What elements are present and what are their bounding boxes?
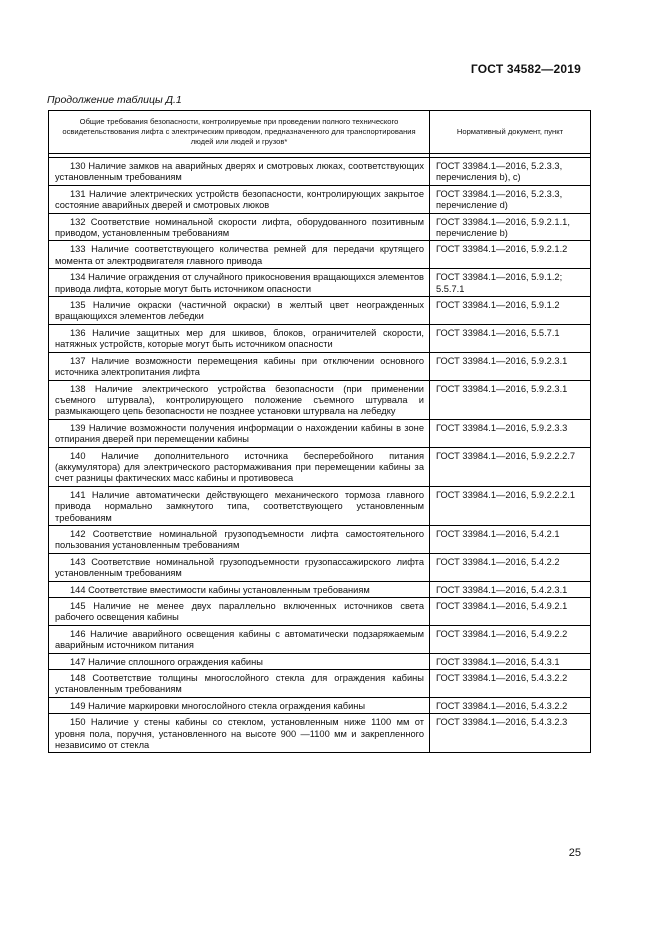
requirement-cell: 136 Наличие защитных мер для шкивов, блоков, ограничителей скорости, натяжных устройств, которые могут быть источником опасности [49,324,430,352]
requirement-cell: 146 Наличие аварийного освещения кабины с автоматически подзаряжаемым аварийным источником питания [49,625,430,653]
requirement-cell: 132 Соответствие номинальной скорости лифта, оборудованного позитивным приводом, установленным требованиям [49,213,430,241]
table-row [49,653,591,669]
table-row [49,324,591,352]
table-row [49,352,591,380]
normative-reference-cell: ГОСТ 33984.1—2016, 5.9.2.1.1, перечисление b) [430,213,591,241]
table-row [49,697,591,713]
normative-reference-cell: ГОСТ 33984.1—2016, 5.4.2.2 [430,553,591,581]
normative-reference-cell: ГОСТ 33984.1—2016, 5.9.2.3.3 [430,419,591,447]
requirement-cell: 148 Соответствие толщины многослойного стекла для ограждения кабины установленным требованиям [49,670,430,698]
table-row [49,185,591,213]
table-row [49,380,591,419]
requirement-cell: 140 Наличие дополнительного источника бесперебойного питания (аккумулятора) для электрического растормаживания при перемещении кабины за счет разницы фактических масс кабины и противовеса [49,447,430,486]
table-row [49,269,591,297]
normative-reference-cell: ГОСТ 33984.1—2016, 5.9.2.3.1 [430,352,591,380]
requirement-cell: 131 Наличие электрических устройств безопасности, контролирующих закрытое состояние аварийных дверей и смотровых люков [49,185,430,213]
normative-reference-cell: ГОСТ 33984.1—2016, 5.9.2.2.2.7 [430,447,591,486]
table-row [49,447,591,486]
page-number: 25 [568,847,581,859]
normative-reference-cell: ГОСТ 33984.1—2016, 5.9.2.2.2.1 [430,486,591,525]
normative-reference-cell: ГОСТ 33984.1—2016, 5.4.3.2.2 [430,697,591,713]
requirement-cell: 139 Наличие возможности получения информации о нахождении кабины в зоне отпирания дверей при перемещении кабины [49,419,430,447]
document-code: ГОСТ 34582—2019 [470,62,581,76]
table-row [49,714,591,753]
requirement-cell: 137 Наличие возможности перемещения кабины при отключении основного источника электропитания лифта [49,352,430,380]
requirement-cell: 147 Наличие сплошного ограждения кабины [49,653,430,669]
table-row [49,419,591,447]
normative-reference-cell: ГОСТ 33984.1—2016, 5.4.2.1 [430,525,591,553]
requirement-cell: 144 Соответствие вместимости кабины установленным требованиям [49,581,430,597]
table-row [49,486,591,525]
requirement-cell: 142 Соответствие номинальной грузоподъемности лифта самостоятельного пользования установленным требованиям [49,525,430,553]
table-row [49,625,591,653]
normative-reference-cell: ГОСТ 33984.1—2016, 5.4.3.2.3 [430,714,591,753]
normative-reference-cell: ГОСТ 33984.1—2016, 5.9.2.1.2 [430,241,591,269]
table-row [49,297,591,325]
normative-reference-cell: ГОСТ 33984.1—2016, 5.4.3.1 [430,653,591,669]
normative-reference-cell: ГОСТ 33984.1—2016, 5.4.2.3.1 [430,581,591,597]
table-row [49,670,591,698]
requirement-cell: 141 Наличие автоматически действующего механического тормоза главного привода нормально замкнутого типа, соответствующего установленным требованиям [49,486,430,525]
requirement-cell: 133 Наличие соответствующего количества ремней для передачи крутящего момента от электродвигателя главного привода [49,241,430,269]
table-row [49,213,591,241]
requirement-cell: 150 Наличие у стены кабины со стеклом, установленным ниже 1100 мм от уровня пола, поручня, установленного на высоте 900 —1100 мм и закрепленного независимо от стекла [49,714,430,753]
normative-reference-cell: ГОСТ 33984.1—2016, 5.4.3.2.2 [430,670,591,698]
column-header-normative-document: Нормативный документ, пункт [430,111,591,154]
column-header-requirements: Общие требования безопасности, контролируемые при проведении полного технического освидетельствования лифта с электрическим приводом, предназначенного для транспортирования людей или людей и грузов* [49,111,430,154]
requirement-cell: 130 Наличие замков на аварийных дверях и смотровых люках, соответствующих установленным требованиям [49,158,430,186]
table-row [49,525,591,553]
requirement-cell: 138 Наличие электрического устройства безопасности (при применении съемного штурвала), контролирующего положение съемного штурвала и размыкающего цепь безопасности не позднее установки штурвала на лебедку [49,380,430,419]
normative-reference-cell: ГОСТ 33984.1—2016, 5.2.3.3, перечисления b), c) [430,158,591,186]
normative-reference-cell: ГОСТ 33984.1—2016, 5.5.7.1 [430,324,591,352]
requirement-cell: 149 Наличие маркировки многослойного стекла ограждения кабины [49,697,430,713]
table-row [49,553,591,581]
table-row [49,158,591,186]
normative-reference-cell: ГОСТ 33984.1—2016, 5.9.2.3.1 [430,380,591,419]
normative-reference-cell: ГОСТ 33984.1—2016, 5.9.1.2; 5.5.7.1 [430,269,591,297]
requirements-table [48,110,591,753]
requirement-cell: 135 Наличие окраски (частичной окраски) в желтый цвет неогражденных вращающихся элементов лебедки [49,297,430,325]
normative-reference-cell: ГОСТ 33984.1—2016, 5.4.9.2.2 [430,625,591,653]
table-row [49,598,591,626]
table-row [49,581,591,597]
normative-reference-cell: ГОСТ 33984.1—2016, 5.9.1.2 [430,297,591,325]
normative-reference-cell: ГОСТ 33984.1—2016, 5.2.3.3, перечисление d) [430,185,591,213]
requirement-cell: 145 Наличие не менее двух параллельно включенных источников света рабочего освещения кабины [49,598,430,626]
requirement-cell: 143 Соответствие номинальной грузоподъемности грузопассажирского лифта установленным требованиям [49,553,430,581]
table-row [49,241,591,269]
table-continuation-label: Продолжение таблицы Д.1 [47,94,182,106]
normative-reference-cell: ГОСТ 33984.1—2016, 5.4.9.2.1 [430,598,591,626]
requirement-cell: 134 Наличие ограждения от случайного прикосновения вращающихся элементов привода лифта, которые могут быть источником опасности [49,269,430,297]
